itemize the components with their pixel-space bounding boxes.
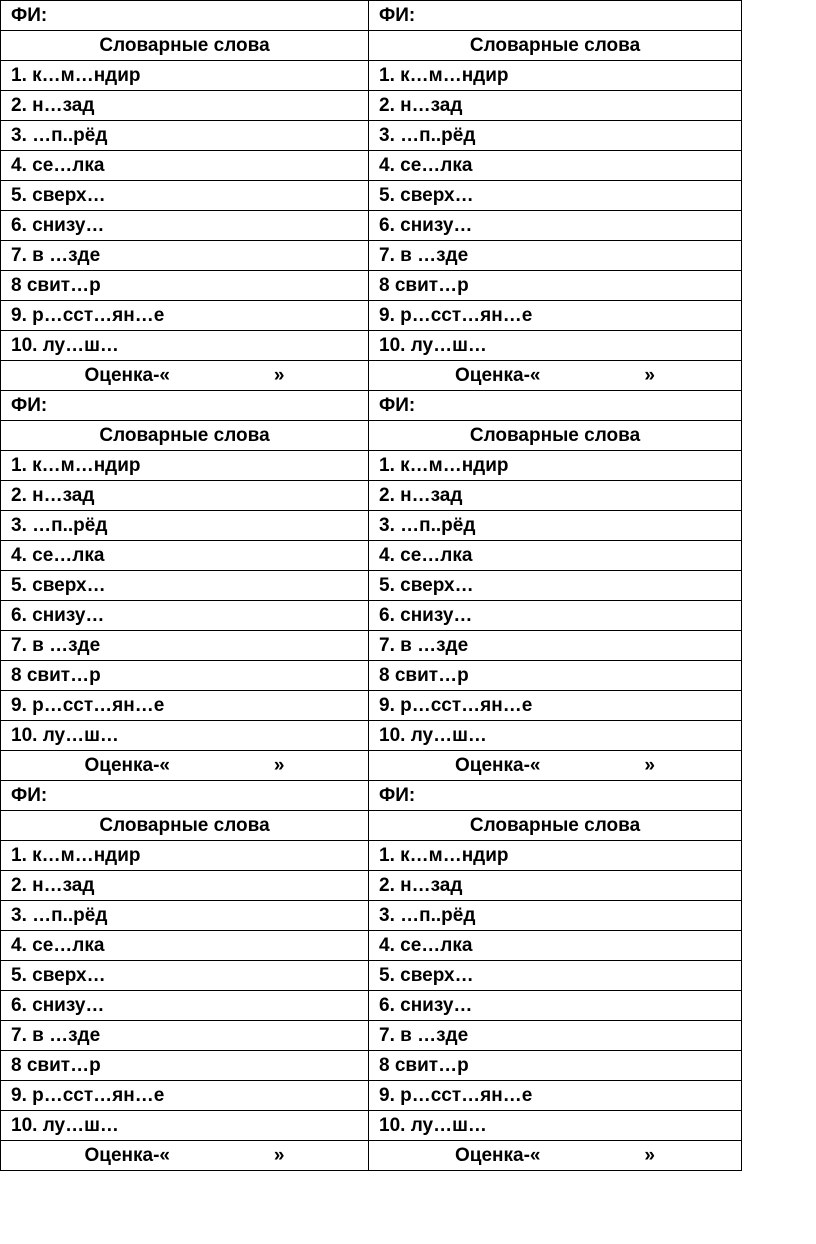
word-row — [1, 61, 742, 91]
word-item: 8 свит…р — [369, 661, 742, 691]
word-row — [1, 1081, 742, 1111]
grade-row — [1, 361, 742, 391]
grade-label: Оценка-« — [84, 1145, 170, 1166]
word-item: 7. в …зде — [369, 631, 742, 661]
grade-line — [455, 751, 655, 780]
word-row — [1, 571, 742, 601]
word-row — [1, 121, 742, 151]
word-row — [1, 871, 742, 901]
grade-cell — [369, 1141, 742, 1171]
word-item: 3. …п..рёд — [1, 901, 369, 931]
card-heading: Словарные слова — [369, 421, 742, 451]
word-row — [1, 151, 742, 181]
word-row — [1, 511, 742, 541]
fi-row — [1, 1, 742, 31]
card-heading: Словарные слова — [369, 811, 742, 841]
fi-row — [1, 391, 742, 421]
grade-cell — [1, 751, 369, 781]
word-item: 9. р…сст…ян…е — [369, 1081, 742, 1111]
word-item: 10. лу…ш… — [369, 721, 742, 751]
grade-line — [455, 1141, 655, 1170]
word-row — [1, 691, 742, 721]
word-item: 8 свит…р — [1, 271, 369, 301]
grade-line — [85, 361, 285, 390]
fi-row — [1, 781, 742, 811]
word-item: 8 свит…р — [1, 661, 369, 691]
word-item: 5. сверх… — [369, 571, 742, 601]
word-row — [1, 991, 742, 1021]
grade-close-quote: » — [644, 365, 655, 386]
word-item: 10. лу…ш… — [1, 331, 369, 361]
grade-close-quote: » — [273, 755, 285, 776]
word-item: 5. сверх… — [1, 181, 369, 211]
grade-cell — [369, 751, 742, 781]
word-item: 4. се…лка — [369, 151, 742, 181]
word-row — [1, 601, 742, 631]
word-item: 5. сверх… — [369, 181, 742, 211]
word-item: 9. р…сст…ян…е — [1, 301, 369, 331]
grade-close-quote: » — [273, 1145, 285, 1166]
word-row — [1, 931, 742, 961]
word-item: 6. снизу… — [1, 601, 369, 631]
fi-label: ФИ: — [369, 1, 742, 31]
word-item: 6. снизу… — [369, 211, 742, 241]
grade-label: Оценка-« — [455, 755, 541, 776]
word-row — [1, 211, 742, 241]
grade-cell — [1, 1141, 369, 1171]
grade-label: Оценка-« — [84, 365, 170, 386]
heading-row — [1, 31, 742, 61]
word-item: 3. …п..рёд — [369, 901, 742, 931]
word-item: 2. н…зад — [369, 481, 742, 511]
word-item: 5. сверх… — [1, 571, 369, 601]
word-item: 3. …п..рёд — [1, 511, 369, 541]
word-item: 4. се…лка — [1, 931, 369, 961]
word-row — [1, 91, 742, 121]
grade-close-quote: » — [273, 365, 285, 386]
word-item: 10. лу…ш… — [1, 721, 369, 751]
card-heading: Словарные слова — [369, 31, 742, 61]
fi-label: ФИ: — [1, 391, 369, 421]
word-item: 2. н…зад — [369, 91, 742, 121]
word-item: 10. лу…ш… — [369, 331, 742, 361]
word-row — [1, 661, 742, 691]
grade-row — [1, 1141, 742, 1171]
word-item: 6. снизу… — [369, 601, 742, 631]
word-item: 1. к…м…ндир — [369, 451, 742, 481]
card-heading: Словарные слова — [1, 31, 369, 61]
heading-row — [1, 421, 742, 451]
word-row — [1, 1021, 742, 1051]
grade-label: Оценка-« — [455, 365, 541, 386]
word-item: 7. в …зде — [1, 631, 369, 661]
word-item: 4. се…лка — [369, 931, 742, 961]
word-item: 10. лу…ш… — [1, 1111, 369, 1141]
grade-cell — [1, 361, 369, 391]
grade-label: Оценка-« — [455, 1145, 541, 1166]
word-row — [1, 961, 742, 991]
card-heading: Словарные слова — [1, 421, 369, 451]
word-row — [1, 481, 742, 511]
word-row — [1, 1051, 742, 1081]
fi-label: ФИ: — [369, 781, 742, 811]
word-item: 7. в …зде — [1, 241, 369, 271]
word-item: 3. …п..рёд — [1, 121, 369, 151]
word-row — [1, 721, 742, 751]
word-item: 2. н…зад — [1, 481, 369, 511]
card-heading: Словарные слова — [1, 811, 369, 841]
word-row — [1, 241, 742, 271]
word-item: 3. …п..рёд — [369, 121, 742, 151]
grade-close-quote: » — [644, 1145, 655, 1166]
word-item: 7. в …зде — [369, 1021, 742, 1051]
word-item: 1. к…м…ндир — [369, 61, 742, 91]
word-item: 1. к…м…ндир — [1, 61, 369, 91]
fi-label: ФИ: — [1, 781, 369, 811]
word-item: 9. р…сст…ян…е — [369, 301, 742, 331]
word-row — [1, 541, 742, 571]
word-item: 8 свит…р — [369, 1051, 742, 1081]
word-item: 9. р…сст…ян…е — [1, 1081, 369, 1111]
grade-label: Оценка-« — [84, 755, 170, 776]
grade-line — [85, 1141, 285, 1170]
grade-cell — [369, 361, 742, 391]
word-item: 10. лу…ш… — [369, 1111, 742, 1141]
word-row — [1, 631, 742, 661]
word-row — [1, 1111, 742, 1141]
grade-row — [1, 751, 742, 781]
word-item: 2. н…зад — [1, 871, 369, 901]
word-row — [1, 841, 742, 871]
word-item: 6. снизу… — [369, 991, 742, 1021]
word-row — [1, 331, 742, 361]
word-item: 1. к…м…ндир — [1, 451, 369, 481]
word-row — [1, 271, 742, 301]
word-item: 3. …п..рёд — [369, 511, 742, 541]
grade-close-quote: » — [644, 755, 655, 776]
word-row — [1, 451, 742, 481]
word-item: 1. к…м…ндир — [369, 841, 742, 871]
word-row — [1, 901, 742, 931]
word-item: 7. в …зде — [1, 1021, 369, 1051]
grade-line — [85, 751, 285, 780]
word-item: 2. н…зад — [1, 91, 369, 121]
word-item: 6. снизу… — [1, 991, 369, 1021]
word-item: 7. в …зде — [369, 241, 742, 271]
word-item: 4. се…лка — [1, 151, 369, 181]
fi-label: ФИ: — [1, 1, 369, 31]
word-row — [1, 181, 742, 211]
grade-line — [455, 361, 655, 390]
word-item: 8 свит…р — [1, 1051, 369, 1081]
word-item: 6. снизу… — [1, 211, 369, 241]
word-item: 1. к…м…ндир — [1, 841, 369, 871]
word-item: 4. се…лка — [1, 541, 369, 571]
fi-label: ФИ: — [369, 391, 742, 421]
word-item: 9. р…сст…ян…е — [1, 691, 369, 721]
word-row — [1, 301, 742, 331]
word-item: 5. сверх… — [369, 961, 742, 991]
word-item: 2. н…зад — [369, 871, 742, 901]
heading-row — [1, 811, 742, 841]
word-item: 9. р…сст…ян…е — [369, 691, 742, 721]
word-item: 5. сверх… — [1, 961, 369, 991]
word-item: 8 свит…р — [369, 271, 742, 301]
word-item: 4. се…лка — [369, 541, 742, 571]
